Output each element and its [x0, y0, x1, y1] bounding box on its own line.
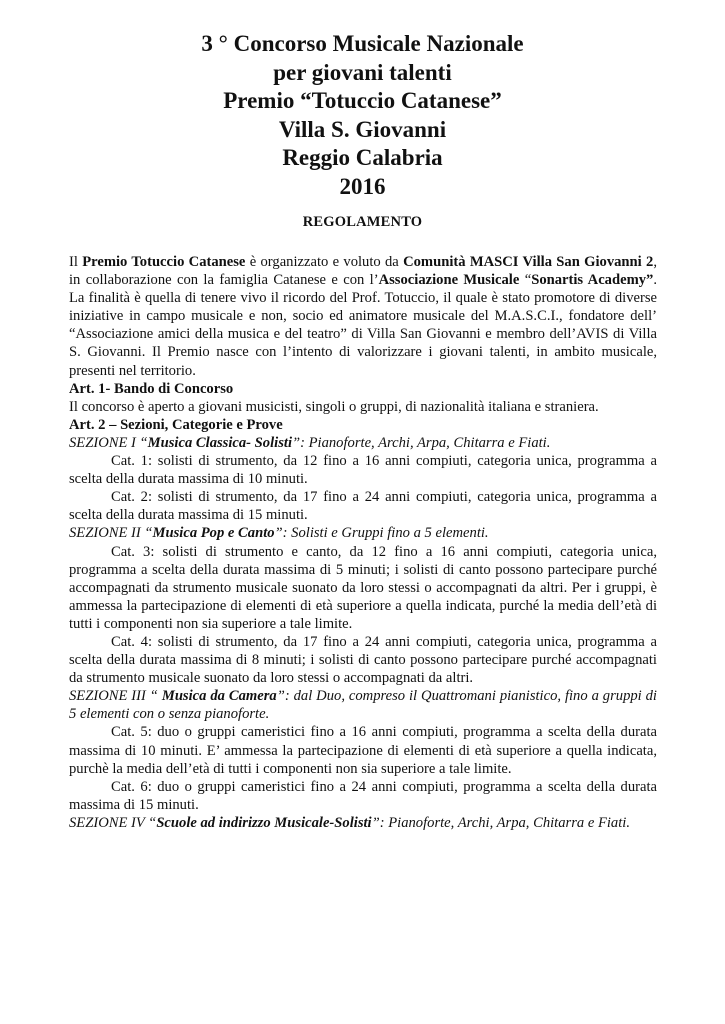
sezione-3-name: Musica da Camera	[161, 688, 277, 705]
sezione-4	[69, 814, 657, 832]
intro-text-2: è organizzato e voluto da	[245, 254, 404, 270]
sezione-4-pre: SEZIONE IV “	[69, 814, 157, 831]
intro-text-4: “	[519, 272, 532, 289]
title-line-1: 3 ° Concorso Musicale Nazionale	[201, 31, 524, 56]
sezione-3	[69, 687, 657, 723]
cat-6: Cat. 6: duo o gruppi cameristici fino a 24 anni compiuti, programma a scelta della durata massima di 15 minuti.	[69, 778, 657, 813]
intro-bold-sonartis: Sonartis Academy”	[531, 272, 654, 289]
document-body	[69, 253, 657, 832]
cat-3: Cat. 3: solisti di strumento e canto, da 12 fino a 16 anni compiuti, categoria unica, programma a scelta della durata massima di 5 minuti; i solisti di canto possono partecipare purché accompagnati da strumento musicale suonato da loro stessi o accompagnati da altri. Per i gruppi, è ammessa la partecipazione di elementi di età superiore a quella indicata, purché la media dell’età di tutti i componenti non sia superiore a tale limite.	[69, 543, 657, 632]
intro-text-5: . La finalità è quella di tenere vivo il ricordo del Prof. Totuccio, il quale è stato promotore di diverse iniziative in campo musicale e non, socio ed animatore musicale del M.A.S.C.I., fondatore dell’ “Associazione amici della musica e del teatro” di Villa San Giovanni e membro dell’AVIS di Villa S. Giovanni. Il Premio nasce con l’intento di valorizzare i giovani talenti, in ambito musicale, presenti nel territorio.	[69, 272, 657, 379]
sezione-2-name: Musica Pop e Canto	[152, 525, 275, 542]
cat-2: Cat. 2: solisti di strumento, da 17 fino a 24 anni compiuti, categoria unica, programma a scelta della durata massima di 15 minuti.	[69, 489, 657, 524]
cat-5: Cat. 5: duo o gruppi cameristici fino a 16 anni compiuti, programma a scelta della durata massima di 10 minuti. E’ ammessa la partecipazione di elementi di età superiore a quella indicata, purchè la media dell’età di tutti i componenti non sia superiore a tale limite.	[69, 724, 657, 777]
cat-1: Cat. 1: solisti di strumento, da 12 fino a 16 anni compiuti, categoria unica, programma a scelta della durata massima di 10 minuti.	[69, 453, 657, 488]
title-line-4: Villa S. Giovanni	[278, 116, 447, 142]
sezione-1	[69, 434, 657, 452]
art1-heading: Art. 1- Bando di Concorso	[69, 380, 234, 397]
sezione-2-pre: SEZIONE II “	[69, 525, 153, 542]
intro-paragraph	[69, 253, 657, 380]
sezione-2-post: ”: Solisti e Gruppi fino a 5 elementi.	[274, 525, 489, 542]
art1-text: Il concorso è aperto a giovani musicisti, singoli o gruppi, di nazionalità italiana e straniera.	[69, 398, 599, 415]
title-block	[0, 30, 725, 201]
art2-heading: Art. 2 – Sezioni, Categorie e Prove	[69, 416, 283, 433]
sezione-1-name: Musica Classica- Solisti	[147, 434, 292, 451]
sezione-4-name: Scuole ad indirizzo Musicale-Solisti	[156, 814, 372, 831]
title-year: 2016	[339, 173, 386, 199]
title-line-2: per giovani talenti	[273, 59, 452, 85]
title-line-3: Premio “Totuccio Catanese”	[223, 88, 502, 113]
sezione-4-post: ”: Pianoforte, Archi, Arpa, Chitarra e Fiati.	[371, 814, 630, 831]
sezione-1-pre: SEZIONE I “	[69, 434, 148, 451]
cat-4: Cat. 4: solisti di strumento, da 17 fino a 24 anni compiuti, categoria unica, programma a scelta della durata massima di 8 minuti; i solisti di canto possono partecipare purché accompagnati da strumento musicale suonato da loro stessi o accompagnati da altri.	[69, 633, 657, 687]
section-heading-regolamento: REGOLAMENTO	[302, 214, 423, 230]
title-line-5: Reggio Calabria	[282, 145, 443, 170]
intro-bold-premio: Premio Totuccio Catanese	[82, 254, 246, 270]
intro-bold-associazione: Associazione Musicale	[378, 272, 520, 289]
sezione-2	[69, 524, 657, 542]
sezione-3-pre: SEZIONE III “	[69, 688, 162, 705]
intro-text-1: Il	[69, 254, 83, 270]
sezione-3-post: ”: dal Duo, compreso il Quattromani pianistico, fino a gruppi di 5 elementi con o senza pianoforte.	[69, 688, 657, 723]
intro-text-3: , in collaborazione con la famiglia Catanese e con l’	[69, 254, 657, 289]
intro-bold-masci: Comunità MASCI Villa San Giovanni 2	[403, 254, 654, 270]
sezione-1-post: ”: Pianoforte, Archi, Arpa, Chitarra e Fiati.	[292, 434, 551, 451]
